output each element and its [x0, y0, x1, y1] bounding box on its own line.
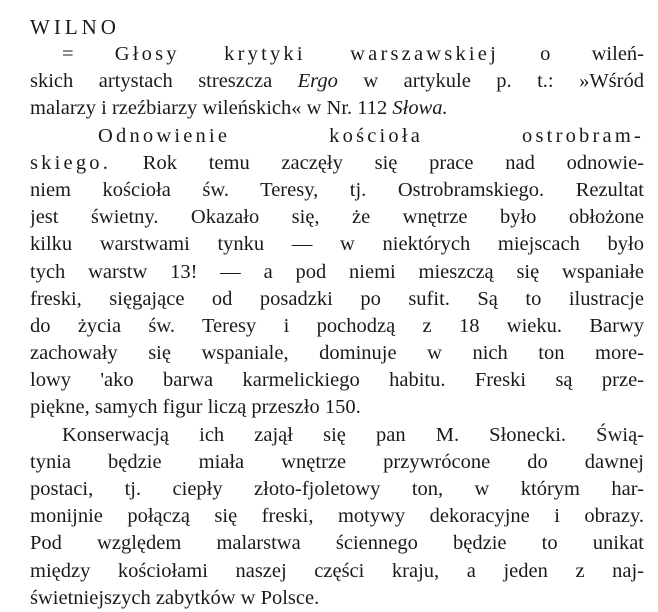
text-line [30, 41, 644, 68]
text-line [30, 449, 644, 476]
text-run: zachowały się wspaniale, dominuje w nich ton more- [30, 342, 644, 365]
text-run: = [62, 43, 115, 65]
section-heading: WILNO [30, 15, 120, 39]
text-run: skich artystach streszcza [30, 70, 298, 93]
italic-text: Słowa. [392, 97, 448, 120]
text-line [30, 177, 644, 204]
text-run: tynia będzie miała wnętrze przywrócone do dawnej [30, 450, 644, 473]
text-line [30, 68, 644, 95]
text-line [30, 585, 644, 612]
spaced-text: Odnowienie kościoła ostrobram- [98, 124, 644, 147]
text-run: świetniejszych zabytków w Polsce. [30, 586, 320, 609]
text-run: piękne, samych figur liczą przeszło 150. [30, 396, 361, 419]
text-line [30, 204, 644, 231]
text-run: niem kościoła św. Teresy, tj. Ostrobramskiego. Rezultat [30, 178, 644, 201]
text-line [30, 340, 644, 367]
text-line [30, 394, 644, 421]
text-run: monijnie połączą się freski, motywy dekoracyjne i obrazy. [30, 505, 644, 528]
text-run: między kościołami naszej części kraju, a jeden z naj- [30, 559, 644, 582]
text-run: malarzy i rzeźbiarzy wileńskich« w Nr. 112 [30, 97, 393, 120]
text-run: jest świetny. Okazało się, że wnętrze było obłożone [30, 206, 644, 229]
text-line [30, 259, 644, 286]
text-line [30, 95, 644, 122]
text-line [30, 123, 644, 150]
text-line [30, 530, 644, 557]
text-run: w artykule p. t.: »Wśród [337, 70, 644, 93]
text-run: do życia św. Teresy i pochodzą z 18 wieku. Barwy [30, 314, 644, 337]
text-run: postaci, tj. ciepły złoto-fjoletowy ton, w którym har- [30, 478, 644, 500]
text-line [30, 231, 644, 258]
italic-text: Ergo [297, 70, 338, 93]
text-run: freski, sięgające od posadzki po sufit. Są to ilustracje [30, 287, 644, 310]
spaced-text: skiego. [30, 151, 112, 174]
article-body [30, 41, 644, 612]
text-line [30, 286, 644, 313]
text-run: kilku warstwami tynku — w niektórych miejscach było [30, 233, 644, 256]
text-line [30, 503, 644, 530]
text-line [30, 313, 644, 340]
text-run: o wileń- [498, 43, 644, 65]
text-run: Pod względem malarstwa ściennego będzie to unikat [30, 532, 644, 555]
text-line [30, 367, 644, 394]
text-run: tych warstw 13! — a pod niemi mieszczą się wspaniałe [30, 260, 644, 283]
text-line [30, 422, 644, 449]
spaced-text: Głosy krytyki warszawskiej [114, 43, 499, 65]
text-run: Rok temu zaczęły się prace nad odnowie- [111, 151, 644, 174]
text-run: lowy 'ako barwa karmelickiego habitu. Freski są prze- [30, 369, 644, 392]
text-line [30, 476, 644, 503]
text-run: Konserwacją ich zajął się pan M. Słonecki. Świą- [62, 423, 644, 446]
text-line [30, 150, 644, 177]
